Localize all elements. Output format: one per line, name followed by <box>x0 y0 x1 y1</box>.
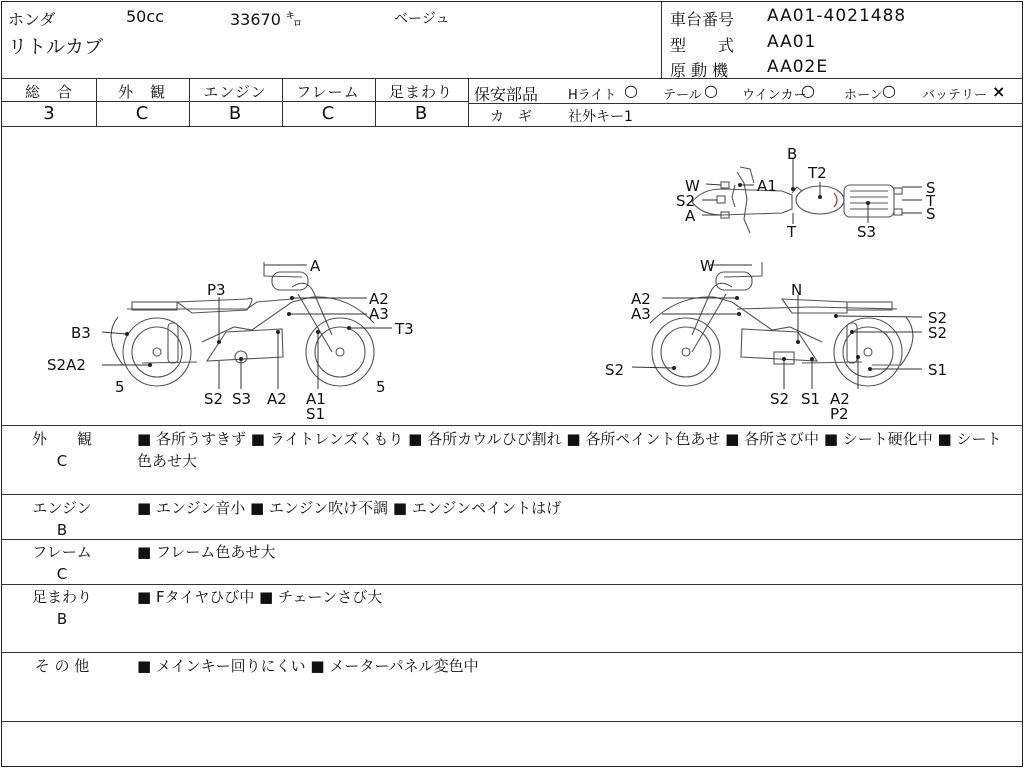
grade-value-overall: 3 <box>43 103 55 124</box>
label-left-a2-bottom: A2 <box>267 390 287 408</box>
safety-mark-headlight: ○ <box>624 81 638 100</box>
label-right-s1: S1 <box>928 361 948 379</box>
label-top-t2: T2 <box>808 164 827 182</box>
damage-marker-red <box>834 193 837 207</box>
type-label: 型 式 <box>670 36 735 55</box>
maker-name: ホンダ <box>8 10 56 29</box>
label-left-s3: S3 <box>232 390 252 408</box>
safety-item-battery: バッテリー <box>922 88 988 103</box>
cond-suspension-text: ■ Fタイヤひび中 ■ チェーンさび大 <box>137 588 383 606</box>
label-left-b3: B3 <box>71 324 91 342</box>
label-right-w: W <box>700 257 715 275</box>
label-right-s2-upper: S2 <box>928 309 948 327</box>
safety-item-horn: ホーン <box>844 88 883 103</box>
mileage: 33670 ㌔ <box>230 10 302 29</box>
label-left-s2: S2 <box>204 390 224 408</box>
cond-engine-text: ■ エンジン音小 ■ エンジン吹け不調 ■ エンジンペイントはげ <box>137 499 562 517</box>
label-left-a1: A1 <box>306 390 326 408</box>
model-name: リトルカブ <box>8 36 104 58</box>
cond-other-text: ■ メインキー回りにくい ■ メーターパネル変色中 <box>137 657 479 675</box>
label-left-a: A <box>310 257 321 275</box>
cond-frame-text: ■ フレーム色あせ大 <box>137 543 276 561</box>
cond-suspension-grade: B <box>56 610 68 628</box>
label-right-p2: P2 <box>830 405 849 423</box>
label-top-t-side: T <box>926 192 936 210</box>
label-right-s2-bottom: S2 <box>770 390 790 408</box>
type-value: AA01 <box>767 32 817 52</box>
label-right-a2-bottom: A2 <box>830 390 850 408</box>
cond-exterior-grade: C <box>56 452 68 470</box>
label-right-a3: A3 <box>631 305 651 323</box>
label-right-s2-rear: S2 <box>605 361 625 379</box>
safety-mark-horn: ○ <box>882 81 896 100</box>
grade-value-engine: B <box>228 103 242 124</box>
label-left-a3: A3 <box>369 305 389 323</box>
engine-value: AA02E <box>767 57 829 77</box>
cond-engine-grade: B <box>56 521 68 539</box>
grade-label-exterior: 外 観 <box>117 83 166 101</box>
rule <box>2 78 1022 79</box>
label-left-a2: A2 <box>369 290 389 308</box>
left-side-scooter <box>111 262 374 386</box>
grade-label-engine: エンジン <box>203 83 267 101</box>
label-right-s2-middle: S2 <box>928 324 948 342</box>
label-top-s-upper: S <box>926 179 936 197</box>
safety-item-winker: ウインカー <box>742 88 807 103</box>
label-right-a2: A2 <box>631 290 651 308</box>
inspection-sheet <box>1 1 1023 767</box>
label-right-n: N <box>791 281 803 299</box>
label-top-a1: A1 <box>757 177 777 195</box>
label-left-5-rear: 5 <box>115 378 125 396</box>
label-left-5-front: 5 <box>376 378 386 396</box>
cond-suspension-title: 足まわり <box>31 588 92 606</box>
engine-label: 原 動 機 <box>670 61 729 80</box>
chassis-label: 車台番号 <box>670 10 735 29</box>
safety-mark-battery: × <box>992 82 1006 101</box>
right-side-scooter <box>650 262 913 386</box>
label-top-s-lower: S <box>926 205 936 223</box>
grade-value-exterior: C <box>135 103 149 124</box>
grade-label-frame: フレーム <box>296 83 360 101</box>
safety-item-tail: テール <box>663 88 702 103</box>
key-value: 社外キー1 <box>568 109 633 125</box>
body-color: ベージュ <box>394 11 450 27</box>
grade-label-suspension: 足まわり <box>388 83 453 101</box>
cond-exterior-title: 外 観 <box>31 430 92 448</box>
label-left-t3: T3 <box>395 320 414 338</box>
grade-label-overall: 総 合 <box>24 83 73 101</box>
label-top-s3: S3 <box>857 223 877 241</box>
key-label: カ ギ <box>490 109 532 125</box>
label-left-p3: P3 <box>207 281 226 299</box>
label-top-b: B <box>787 145 798 163</box>
label-top-t-bottom: T <box>787 223 797 241</box>
header-divider <box>661 2 662 78</box>
cond-exterior-text: ■ 各所うすきず ■ ライトレンズくもり ■ 各所カウルひび割れ ■ 各所ペイント色あせ ■ 各所さび中 ■ シート硬化中 ■ シート色あせ大 <box>137 430 1002 470</box>
label-top-w: W <box>685 177 700 195</box>
label-top-s2: S2 <box>676 192 696 210</box>
cond-engine-title: エンジン <box>32 499 92 517</box>
cond-other-title: そ の 他 <box>34 657 90 675</box>
label-right-s1-bottom: S1 <box>801 390 821 408</box>
grade-value-frame: C <box>321 103 335 124</box>
label-left-s1: S1 <box>306 405 326 423</box>
safety-title: 保安部品 <box>474 85 539 104</box>
cond-frame-title: フレーム <box>32 543 92 561</box>
safety-mark-tail: ○ <box>704 81 718 100</box>
displacement: 50cc <box>126 7 164 26</box>
label-left-s2a2: S2A2 <box>47 356 86 374</box>
grade-value-suspension: B <box>414 103 428 124</box>
cond-frame-grade: C <box>56 565 68 583</box>
safety-item-headlight: Hライト <box>568 88 617 103</box>
damage-diagram <box>2 127 1022 425</box>
safety-mark-winker: ○ <box>801 81 815 100</box>
label-top-a: A <box>685 207 696 225</box>
chassis-value: AA01-4021488 <box>767 6 907 26</box>
